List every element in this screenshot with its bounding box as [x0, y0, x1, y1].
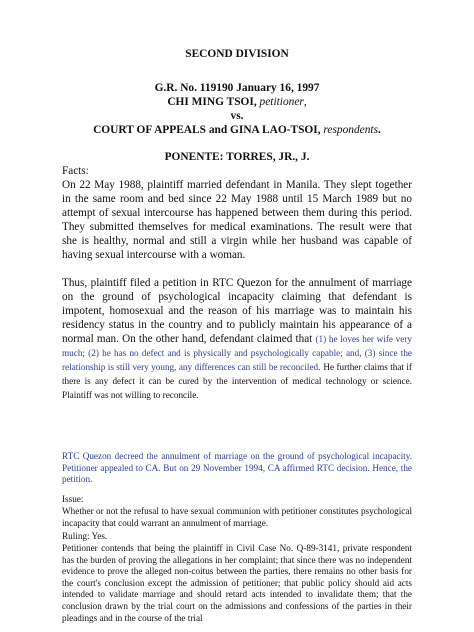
division-heading	[0, 47, 474, 61]
respondents-line	[0, 123, 474, 137]
facts-paragraph: On 22 May 1988, plaintiff married defendant in Manila. They slept together in the same room and bed since 22 May 1988 until 15 March 1989 but no attempt of sexual intercourse has happened between them during this period. They submitted themselves for medical examinations. The result were that she is healthy, normal and still a virgin while her husband was capable of having sexual intercourse with a woman.	[62, 179, 412, 261]
thus-main-text: Thus, plaintiff filed a petition in RTC Quezon for the annulment of marriage on the ground of psychological incapacity claiming that defendant is impotent, homosexual and the reason of his marriage was to maintain his residency status in the country and to publicly maintain his appearance of a normal man. On the other hand, defendant claimed that	[62, 277, 412, 345]
ruling-text: Petitioner contends that being the plaintiff in Civil Case No. Q-89-3141, private respondent has the burden of proving the allegations in her complaint; that since there was no independent evidence to prove the alleged non-coitus between the parties, there remains no other basis for the court's conclusion except the admission of petitioner; that public policy should aid acts intended to validate marriage and should retard acts intended to invalidate them; that the conclusion drawn by the trial court on the admissions and confessions of the parties in their pleadings and in the course of the trial	[62, 543, 412, 623]
rtc-paragraph: RTC Quezon decreed the annulment of marriage on the ground of psychological incapacity. Petitioner appealed to CA. But on 29 November 1994, CA affirmed RTC decision. Hence, the petition.	[62, 451, 412, 485]
respondents-names: COURT OF APPEALS and GINA LAO-TSOI,	[93, 124, 321, 136]
issue-label: Issue:	[62, 494, 84, 504]
ponente-text: PONENTE: TORRES, JR., J.	[164, 151, 310, 163]
respondents-role: respondents	[323, 124, 379, 136]
ponente-line	[0, 150, 474, 164]
petitioner-comma: ,	[303, 96, 307, 108]
facts-label: Facts:	[62, 165, 89, 177]
versus-line	[0, 109, 474, 123]
case-number-text: G.R. No. 119190 January 16, 1997	[154, 82, 320, 94]
thus-claims-text: (1) he loves her wife very much; (2) he has no defect and is physically and psychologically capable; and, (3) since the relationship is still very young, any differences can still be reconciled.	[62, 334, 412, 372]
thus-paragraph	[62, 276, 412, 402]
respondents-period: .	[378, 124, 381, 136]
petitioner-line	[0, 95, 474, 109]
thus-further-text: He further claims that if there is any defect it can be cured by the intervention of medical technology or science. Plaintiff was not willing to reconcile.	[62, 362, 412, 400]
versus-text: vs.	[230, 110, 244, 122]
case-number	[0, 81, 474, 95]
ruling-label: Ruling: Yes.	[62, 531, 108, 541]
petitioner-role: petitioner	[259, 96, 304, 108]
petitioner-name: CHI MING TSOI,	[167, 96, 257, 108]
issue-text: Whether or not the refusal to have sexual communion with petitioner constitutes psychological incapacity that could warrant an annulment of marriage.	[62, 506, 412, 528]
division-text: SECOND DIVISION	[185, 48, 289, 60]
